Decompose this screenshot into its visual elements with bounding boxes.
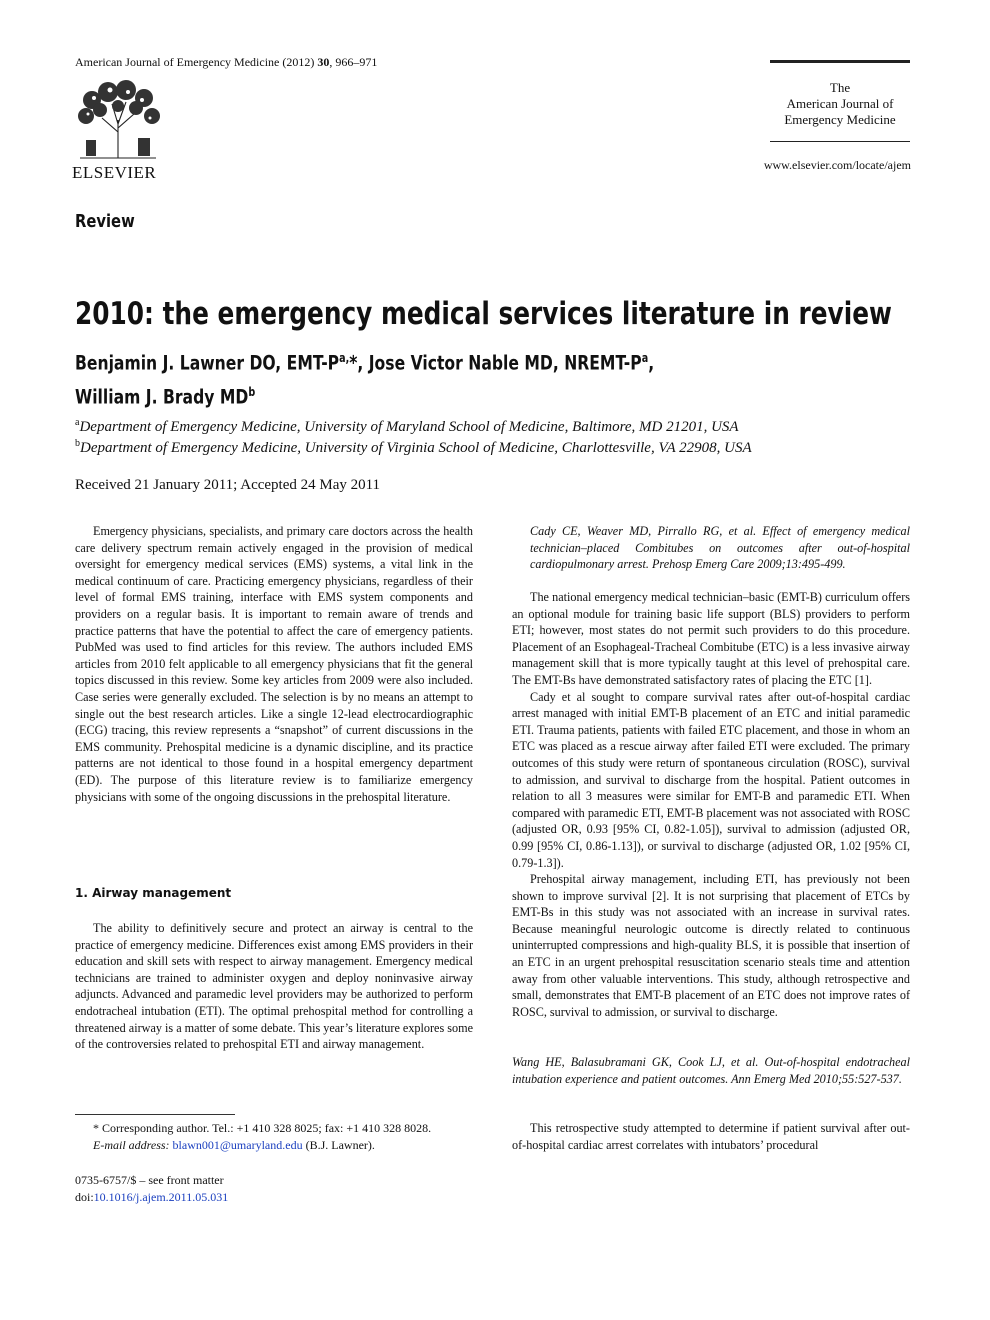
author-list: Benjamin J. Lawner DO, EMT-$P^{a,}*$, Jose Victor Nable MD, NREMT-$P^a$, William J. Brady $MD^b$ [75, 351, 655, 408]
author-name: William J. Brady MD [75, 385, 249, 408]
journal-citation: American Journal of Emergency Medicine (2012) 30, 966–971 [75, 55, 378, 69]
right-column-ref1 [512, 523, 910, 573]
right-column-ref2 [512, 1054, 910, 1087]
paragraph: Cady et al sought to compare survival rates after out-of-hospital cardiac arrest managed with initial EMT-B placement of an ETC and initial paramedic ETI. Trauma patients, patients with failed ETC placement, and those in whom an ETC was placed as a rescue airway after failed ETI were excluded. The primary outcomes of this study were return of spontaneous circulation (ROSC), survival to admission, and survival to discharge from the hospital. Patient outcomes in relation to all 3 measures were similar for EMT-B and paramedic ETI. When compared with paramedic ETI, EMT-B placement was not associated with ROSC (adjusted OR, 0.93 [95% CI, 0.82-1.05]), survival to admission (adjusted OR, 0.99 [95% CI, 0.86-1.13]), or survival to discharge (adjusted OR, 1.02 [95% CI, 0.79-1.3]). [512, 689, 910, 870]
journal-name: The American Journal of Emergency Medicine [784, 80, 896, 127]
corresponding-footnote: * Corresponding author. Tel.: +1 410 328 8025; fax: +1 410 328 8028. E-mail address: blawn001@umaryland.edu (B.J. Lawner). [93, 1121, 432, 1152]
affiliation-a: $^a$Department of Emergency Medicine, University of Maryland School of Medicine, Baltimore, MD 21201, USA [75, 417, 739, 435]
received-accepted-dates: Received 21 January 2011; Accepted 24 May 2011 [75, 477, 381, 493]
paragraph: Prehospital airway management, including ETI, has previously not been shown to improve survival [2]. It is not surprising that placement of ETCs by EMT-Bs in this study was not associated with an increase in survival rates. Because meaningful neurologic outcome is directly related to continuous uninterrupted compressions and high-quality BLS, it is possible that insertion of an ETC in an urgent prehospital resuscitation scenario steals time and attention away from other valuable interventions. This study, although retrospective and small, demonstrates that EMT-B placement of an ETC does not improve rates of ROSC, survival to admission, or survival to discharge. [512, 872, 910, 1019]
header-rule [770, 60, 910, 63]
section-heading-airway: 1. Airway management [75, 886, 232, 900]
issn-doi: 0735-6757/$ – see front matter doi:10.1016/j.ajem.2011.05.031 [75, 1173, 229, 1204]
airway-paragraph: The ability to definitively secure and protect an airway is central to the practice of emergency medicine. Differences exist among EMS providers in their education and skill sets with respect to airway management. Emergency medical technicians are trained to administer oxygen and deploy noninvasive airway adjuncts. Advanced and paramedic level providers may be authorized to perform endotracheal intubation (ETI). The optimal prehospital method for controlling a threatened airway is a matter of some debate. This year’s literature explores some of the controversies related to prehospital ETI and airway management. [75, 921, 473, 1052]
affiliation-b: $^b$Department of Emergency Medicine, University of Virginia School of Medicine, Charlottesville, VA 22908, USA [75, 438, 752, 456]
elsevier-tree-logo [72, 80, 164, 160]
section-label: Review [75, 211, 135, 232]
right-column-body2 [512, 1120, 910, 1153]
author-name: Benjamin J. Lawner DO, EMT-P [75, 351, 340, 375]
header-divider [770, 141, 910, 142]
airway-section [75, 920, 473, 1053]
article-title: 2010: the emergency medical services literature in review [75, 296, 892, 332]
footnote-rule [75, 1114, 235, 1115]
paragraph: This retrospective study attempted to determine if patient survival after out-of-hospital cardiac arrest correlates with intubators’ procedural [512, 1121, 910, 1152]
email-link[interactable]: blawn001@umaryland.edu [172, 1138, 303, 1152]
author-name: , Jose Victor Nable MD, NREMT-P [357, 351, 642, 375]
intro-paragraph: Emergency physicians, specialists, and primary care doctors across the health care delivery spectrum remain actively engaged in the provision of medical oversight for emergency medical services (EMS) systems, a vital link in the medical continuum of care. Practicing emergency physicians, regardless of their level of formal EMS training, interface with EMS system components and providers on a regular basis. It is important to remain aware of trends and practice patterns that have the potential to affect the care of emergency patients. PubMed was used to find articles for this review. The authors included EMS articles from 2010 felt applicable to all emergency physicians that fit the general topics discussed in this review. Some key articles from 2009 were also included. Case series were generally excluded. The selection is by no means an attempt to single out the best research articles. Like a single 12-lead electrocardiographic (ECG) tracing, this review represents a “snapshot” of current discussions in the EMS community. Prehospital medicine is a dynamic discipline, and its practice patterns are not identical to those found in a hospital emergency department (ED). The purpose of this literature review is to familiarize emergency physicians with some of the ongoing discussions in the prehospital literature. [75, 524, 473, 804]
left-column [75, 523, 473, 805]
doi-link[interactable]: 10.1016/j.ajem.2011.05.031 [93, 1190, 229, 1204]
reference-cady: Cady CE, Weaver MD, Pirrallo RG, et al. Effect of emergency medical technician–placed Combitubes on outcomes after out-of-hospital cardiopulmonary arrest. Prehosp Emerg Care 2009;13:495-499. [530, 524, 910, 572]
right-column-body1 [512, 589, 910, 1020]
paragraph: The national emergency medical technician–basic (EMT-B) curriculum offers an optional module for training basic life support (BLS) providers to perform ETI; however, most states do not permit such providers to do this procedure. Placement of an Esophageal-Tracheal Combitube (ETC) is a less invasive airway management skill that is more typically taught at this level of prehospital care. The EMT-Bs have demonstrated satisfactory rates of placing the ETC [1]. [512, 590, 910, 687]
journal-url[interactable]: www.elsevier.com/locate/ajem [763, 158, 911, 172]
reference-wang: Wang HE, Balasubramani GK, Cook LJ, et al. Out-of-hospital endotracheal intubation experience and patient outcomes. Ann Emerg Med 2010;55:527-537. [512, 1055, 910, 1086]
publisher-name: ELSEVIER [72, 163, 157, 182]
